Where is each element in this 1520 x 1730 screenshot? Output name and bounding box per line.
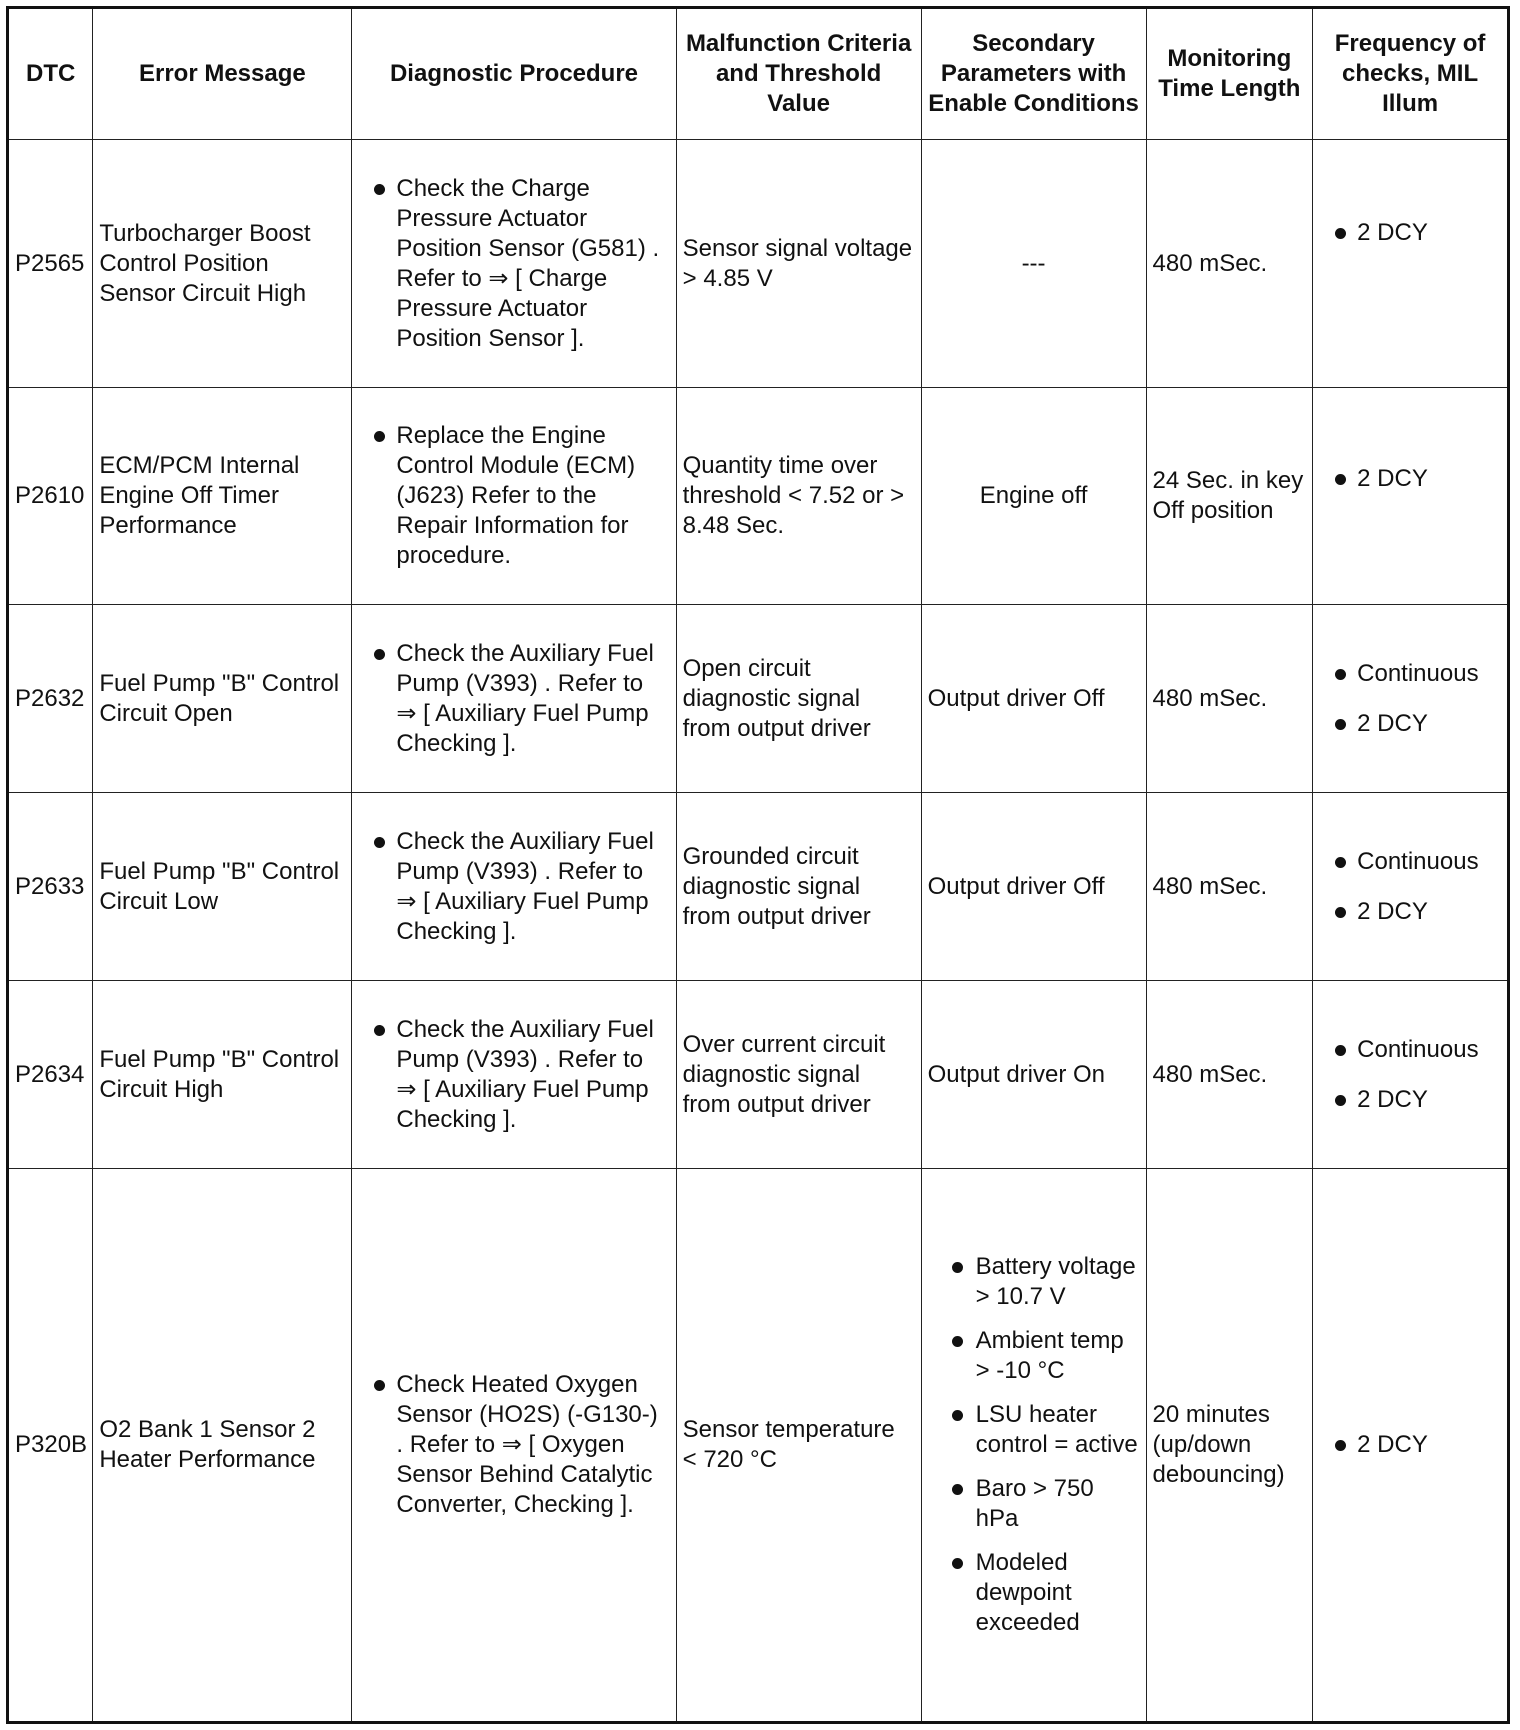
header-row (8, 8, 1509, 140)
dtc-code: P2565 (8, 140, 93, 388)
secondary-parameters: Output driver On (921, 981, 1146, 1169)
diagnostic-procedure (352, 793, 676, 981)
diagnostic-procedure (352, 140, 676, 388)
procedure-step: Check the Auxiliary Fuel Pump (V393) . Refer to ⇒ [ Auxiliary Fuel Pump Checking ]. (358, 827, 669, 947)
header-malfunction-criteria: Malfunction Criteria and Threshold Value (676, 8, 921, 140)
header-frequency: Frequency of checks, MIL Illum (1313, 8, 1509, 140)
frequency-item: Continuous (1319, 659, 1501, 689)
secondary-parameters (921, 1169, 1146, 1723)
frequency (1313, 140, 1509, 388)
frequency-item: 2 DCY (1319, 897, 1501, 927)
dtc-code: P320B (8, 1169, 93, 1723)
malfunction-criteria: Quantity time over threshold < 7.52 or > 8.48 Sec. (676, 388, 921, 605)
enable-condition: Battery voltage > 10.7 V (928, 1252, 1140, 1312)
monitoring-time: 480 mSec. (1146, 793, 1313, 981)
enable-condition: Ambient temp > -10 °C (928, 1326, 1140, 1386)
enable-condition: LSU heater control = active (928, 1400, 1140, 1460)
secondary-parameters: --- (921, 140, 1146, 388)
frequency (1313, 605, 1509, 793)
table-row (8, 1169, 1509, 1723)
frequency-item: 2 DCY (1319, 464, 1501, 494)
frequency (1313, 1169, 1509, 1723)
frequency-item: 2 DCY (1319, 218, 1501, 248)
error-message: O2 Bank 1 Sensor 2 Heater Performance (93, 1169, 352, 1723)
header-diagnostic-procedure: Diagnostic Procedure (352, 8, 676, 140)
error-message: Turbocharger Boost Control Position Sensor Circuit High (93, 140, 352, 388)
dtc-code: P2632 (8, 605, 93, 793)
diagnostic-procedure (352, 388, 676, 605)
frequency-item: 2 DCY (1319, 709, 1501, 739)
malfunction-criteria: Over current circuit diagnostic signal from output driver (676, 981, 921, 1169)
procedure-step: Check the Auxiliary Fuel Pump (V393) . Refer to ⇒ [ Auxiliary Fuel Pump Checking ]. (358, 639, 669, 759)
enable-condition: Baro > 750 hPa (928, 1474, 1140, 1534)
table-row (8, 981, 1509, 1169)
secondary-parameters: Output driver Off (921, 793, 1146, 981)
malfunction-criteria: Grounded circuit diagnostic signal from output driver (676, 793, 921, 981)
secondary-parameters: Output driver Off (921, 605, 1146, 793)
diagnostic-procedure (352, 981, 676, 1169)
monitoring-time: 20 minutes (up/down debouncing) (1146, 1169, 1313, 1723)
dtc-code: P2633 (8, 793, 93, 981)
header-secondary-parameters: Secondary Parameters with Enable Conditions (921, 8, 1146, 140)
procedure-step: Replace the Engine Control Module (ECM) (J623) Refer to the Repair Information for procedure. (358, 421, 669, 571)
frequency-item: 2 DCY (1319, 1085, 1501, 1115)
dtc-table (6, 6, 1510, 1724)
dtc-code: P2634 (8, 981, 93, 1169)
error-message: ECM/PCM Internal Engine Off Timer Performance (93, 388, 352, 605)
error-message: Fuel Pump "B" Control Circuit Low (93, 793, 352, 981)
dtc-code: P2610 (8, 388, 93, 605)
table-row (8, 605, 1509, 793)
procedure-step: Check the Charge Pressure Actuator Position Sensor (G581) . Refer to ⇒ [ Charge Pressure Actuator Position Sensor ]. (358, 174, 669, 354)
table-row (8, 140, 1509, 388)
secondary-parameters: Engine off (921, 388, 1146, 605)
header-error-message: Error Message (93, 8, 352, 140)
table-row (8, 793, 1509, 981)
monitoring-time: 480 mSec. (1146, 140, 1313, 388)
malfunction-criteria: Open circuit diagnostic signal from output driver (676, 605, 921, 793)
frequency-item: Continuous (1319, 847, 1501, 877)
error-message: Fuel Pump "B" Control Circuit High (93, 981, 352, 1169)
frequency-item: 2 DCY (1319, 1430, 1501, 1460)
frequency (1313, 981, 1509, 1169)
diagnostic-procedure (352, 1169, 676, 1723)
header-dtc: DTC (8, 8, 93, 140)
monitoring-time: 24 Sec. in key Off position (1146, 388, 1313, 605)
header-monitoring-time: Monitoring Time Length (1146, 8, 1313, 140)
monitoring-time: 480 mSec. (1146, 981, 1313, 1169)
frequency-item: Continuous (1319, 1035, 1501, 1065)
malfunction-criteria: Sensor temperature < 720 °C (676, 1169, 921, 1723)
error-message: Fuel Pump "B" Control Circuit Open (93, 605, 352, 793)
diagnostic-procedure (352, 605, 676, 793)
enable-condition: Modeled dewpoint exceeded (928, 1548, 1140, 1638)
procedure-step: Check the Auxiliary Fuel Pump (V393) . Refer to ⇒ [ Auxiliary Fuel Pump Checking ]. (358, 1015, 669, 1135)
procedure-step: Check Heated Oxygen Sensor (HO2S) (-G130-) . Refer to ⇒ [ Oxygen Sensor Behind Catalytic Converter, Checking ]. (358, 1370, 669, 1520)
monitoring-time: 480 mSec. (1146, 605, 1313, 793)
malfunction-criteria: Sensor signal voltage > 4.85 V (676, 140, 921, 388)
table-row (8, 388, 1509, 605)
frequency (1313, 793, 1509, 981)
frequency (1313, 388, 1509, 605)
